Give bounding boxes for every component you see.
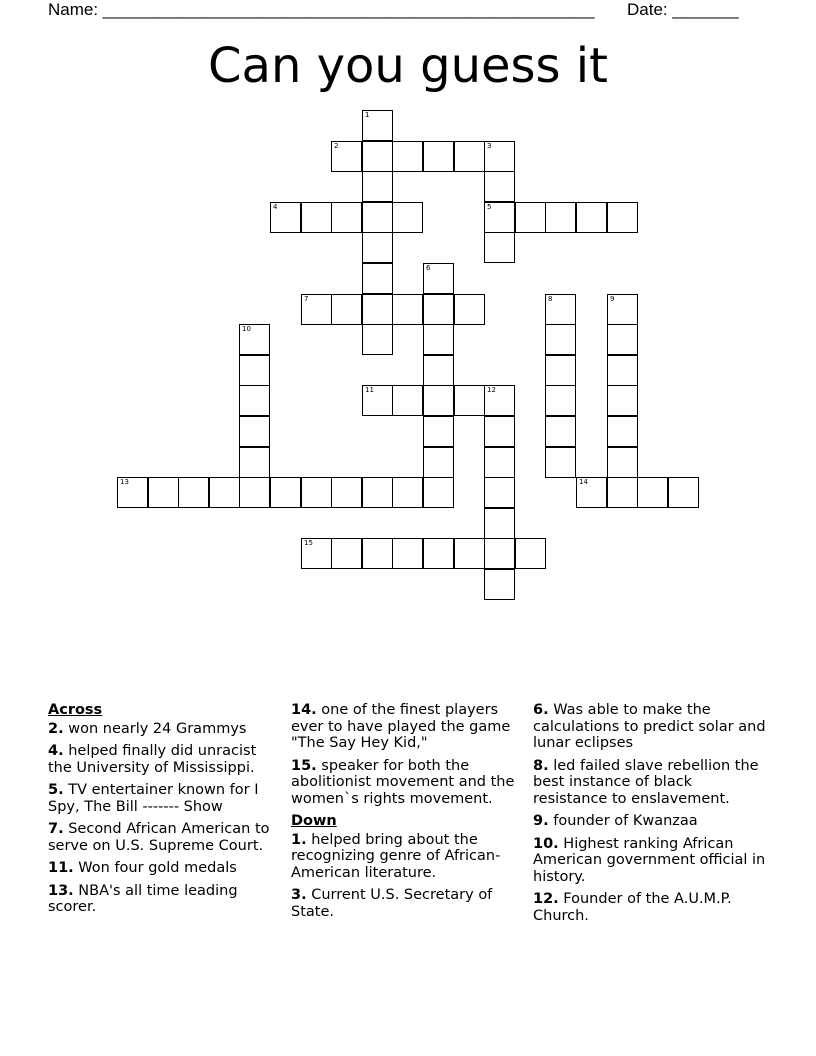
- clue-number: 5.: [48, 782, 64, 798]
- crossword-cell[interactable]: [668, 477, 699, 508]
- cell-number: 11: [365, 386, 374, 394]
- crossword-cell[interactable]: [484, 385, 515, 416]
- clue-number: 11.: [48, 860, 74, 876]
- crossword-cell[interactable]: [331, 202, 362, 233]
- clue-down-10: [533, 836, 769, 886]
- crossword-cell[interactable]: [545, 385, 576, 416]
- clue-number: 10.: [533, 835, 559, 852]
- clue-across-4: [48, 743, 280, 776]
- crossword-cell[interactable]: [484, 508, 515, 539]
- crossword-cell[interactable]: [607, 202, 638, 233]
- cell-number: 15: [304, 539, 313, 547]
- crossword-cell[interactable]: [239, 477, 270, 508]
- crossword-cell[interactable]: [607, 447, 638, 478]
- crossword-cell[interactable]: [545, 202, 576, 233]
- crossword-cell[interactable]: [607, 294, 638, 325]
- cell-number: 5: [487, 203, 492, 211]
- crossword-cell[interactable]: [576, 477, 607, 508]
- crossword-cell[interactable]: [392, 141, 423, 172]
- crossword-cell[interactable]: [423, 416, 454, 447]
- crossword-cell[interactable]: [515, 538, 546, 569]
- crossword-cell[interactable]: [178, 477, 209, 508]
- crossword-cell[interactable]: [423, 385, 454, 416]
- crossword-cell[interactable]: [423, 447, 454, 478]
- crossword-cell[interactable]: [607, 416, 638, 447]
- clue-down-3: [291, 887, 523, 920]
- crossword-cell[interactable]: [331, 141, 362, 172]
- crossword-cell[interactable]: [607, 385, 638, 416]
- cell-number: 6: [426, 264, 431, 272]
- cell-number: 14: [579, 478, 588, 486]
- clue-across-2: [48, 721, 280, 738]
- clue-text: Current U.S. Secretary of State.: [291, 887, 493, 920]
- crossword-cell[interactable]: [301, 202, 332, 233]
- crossword-cell[interactable]: [301, 477, 332, 508]
- clue-text: NBA's all time leading scorer.: [48, 882, 238, 915]
- crossword-cell[interactable]: [484, 416, 515, 447]
- crossword-cell[interactable]: [545, 355, 576, 386]
- clue-down-9: [533, 813, 769, 830]
- cell-number: 4: [273, 203, 278, 211]
- crossword-cell[interactable]: [423, 477, 454, 508]
- crossword-cell[interactable]: [362, 385, 393, 416]
- crossword-cell[interactable]: [392, 294, 423, 325]
- crossword-cell[interactable]: [239, 447, 270, 478]
- crossword-cell[interactable]: [362, 477, 393, 508]
- crossword-cell[interactable]: [484, 202, 515, 233]
- crossword-cell[interactable]: [301, 294, 332, 325]
- clue-number: 2.: [48, 720, 64, 737]
- clue-column-3: [533, 702, 769, 930]
- clue-text: led failed slave rebellion the best instance of black resistance to enslavement.: [533, 757, 759, 807]
- down-heading: Down: [291, 813, 337, 829]
- cell-number: 8: [548, 295, 553, 303]
- clue-down-8: [533, 758, 769, 808]
- clue-text: Second African American to serve on U.S. Supreme Court.: [48, 821, 270, 854]
- clue-number: 6.: [533, 702, 549, 718]
- cell-number: 9: [610, 295, 615, 303]
- clue-across-14: [291, 702, 523, 752]
- crossword-cell[interactable]: [362, 110, 393, 141]
- cell-number: 12: [487, 386, 496, 394]
- crossword-cell[interactable]: [239, 355, 270, 386]
- crossword-cell[interactable]: [454, 385, 485, 416]
- clue-across-11: [48, 860, 280, 877]
- clue-number: 3.: [291, 887, 307, 903]
- clue-across-15: [291, 758, 523, 808]
- cell-number: 7: [304, 295, 309, 303]
- crossword-cell[interactable]: [392, 477, 423, 508]
- clue-text: Won four gold medals: [78, 860, 237, 876]
- clue-text: speaker for both the abolitionist movement and the women`s rights movement.: [291, 757, 515, 807]
- clue-down-6: [533, 702, 769, 752]
- date-field-label: Date: _______: [627, 0, 739, 19]
- crossword-cell[interactable]: [545, 324, 576, 355]
- cell-number: 2: [334, 142, 339, 150]
- crossword-cell[interactable]: [270, 202, 301, 233]
- crossword-cell[interactable]: [117, 477, 148, 508]
- clue-text: Was able to make the calculations to predict solar and lunar eclipses: [533, 702, 766, 751]
- clue-number: 4.: [48, 743, 64, 759]
- crossword-cell[interactable]: [392, 538, 423, 569]
- crossword-cell[interactable]: [209, 477, 240, 508]
- clue-text: founder of Kwanzaa: [553, 813, 698, 829]
- crossword-cell[interactable]: [270, 477, 301, 508]
- crossword-cell[interactable]: [331, 477, 362, 508]
- clue-number: 9.: [533, 813, 549, 829]
- crossword-cell[interactable]: [454, 141, 485, 172]
- crossword-cell[interactable]: [484, 447, 515, 478]
- crossword-cell[interactable]: [331, 294, 362, 325]
- crossword-cell[interactable]: [362, 232, 393, 263]
- crossword-cell[interactable]: [607, 477, 638, 508]
- cell-number: 10: [242, 325, 251, 333]
- crossword-cell[interactable]: [423, 263, 454, 294]
- clue-number: 8.: [533, 757, 549, 774]
- crossword-cell[interactable]: [362, 294, 393, 325]
- crossword-cell[interactable]: [362, 202, 393, 233]
- cell-number: 3: [487, 142, 492, 150]
- clue-text: one of the finest players ever to have played the game "The Say Hey Kid,": [291, 702, 511, 751]
- crossword-cell[interactable]: [392, 202, 423, 233]
- cell-number: 1: [365, 111, 370, 119]
- clue-number: 7.: [48, 821, 64, 837]
- clue-across-7: [48, 821, 280, 854]
- across-heading: Across: [48, 702, 103, 718]
- crossword-cell[interactable]: [545, 447, 576, 478]
- clue-text: Highest ranking African American government official in history.: [533, 835, 766, 885]
- clue-column-2: [291, 702, 523, 926]
- crossword-cell[interactable]: [423, 538, 454, 569]
- clue-text: helped bring about the recognizing genre of African-American literature.: [291, 831, 501, 881]
- crossword-cell[interactable]: [607, 355, 638, 386]
- clue-down-1: [291, 832, 523, 882]
- puzzle-title: Can you guess it: [208, 38, 608, 94]
- crossword-cell[interactable]: [423, 324, 454, 355]
- clue-column-1: [48, 702, 280, 922]
- crossword-cell[interactable]: [423, 355, 454, 386]
- clue-text: Founder of the A.U.M.P. Church.: [533, 891, 732, 924]
- clue-text: TV entertainer known for I Spy, The Bill ------- Show: [48, 782, 259, 815]
- crossword-cell[interactable]: [331, 538, 362, 569]
- crossword-cell[interactable]: [484, 141, 515, 172]
- name-field-label: Name: ____________________________________________________: [48, 0, 595, 19]
- clue-number: 15.: [291, 757, 317, 774]
- crossword-cell[interactable]: [362, 171, 393, 202]
- crossword-cell[interactable]: [576, 202, 607, 233]
- crossword-cell[interactable]: [637, 477, 668, 508]
- cell-number: 13: [120, 478, 129, 486]
- crossword-cell[interactable]: [362, 538, 393, 569]
- crossword-cell[interactable]: [423, 141, 454, 172]
- crossword-cell[interactable]: [239, 416, 270, 447]
- crossword-cell[interactable]: [484, 171, 515, 202]
- crossword-cell[interactable]: [392, 385, 423, 416]
- crossword-cell[interactable]: [545, 416, 576, 447]
- clue-across-13: [48, 883, 280, 916]
- crossword-cell[interactable]: [484, 538, 515, 569]
- clue-number: 13.: [48, 882, 74, 899]
- crossword-cell[interactable]: [484, 569, 515, 600]
- clue-number: 12.: [533, 891, 559, 907]
- crossword-cell[interactable]: [484, 232, 515, 263]
- crossword-cell[interactable]: [148, 477, 179, 508]
- clue-number: 14.: [291, 702, 317, 718]
- crossword-cell[interactable]: [239, 324, 270, 355]
- clue-across-5: [48, 782, 280, 815]
- crossword-cell[interactable]: [454, 294, 485, 325]
- crossword-cell[interactable]: [239, 385, 270, 416]
- crossword-cell[interactable]: [301, 538, 332, 569]
- clue-number: 1.: [291, 831, 307, 848]
- crossword-cell[interactable]: [515, 202, 546, 233]
- clue-text: won nearly 24 Grammys: [68, 720, 247, 737]
- crossword-cell[interactable]: [362, 263, 393, 294]
- crossword-cell[interactable]: [362, 141, 393, 172]
- crossword-cell[interactable]: [362, 324, 393, 355]
- clue-text: helped finally did unracist the University of Mississippi.: [48, 743, 257, 776]
- crossword-cell[interactable]: [484, 477, 515, 508]
- clue-down-12: [533, 891, 769, 924]
- crossword-cell[interactable]: [454, 538, 485, 569]
- crossword-cell[interactable]: [545, 294, 576, 325]
- crossword-cell[interactable]: [423, 294, 454, 325]
- crossword-cell[interactable]: [607, 324, 638, 355]
